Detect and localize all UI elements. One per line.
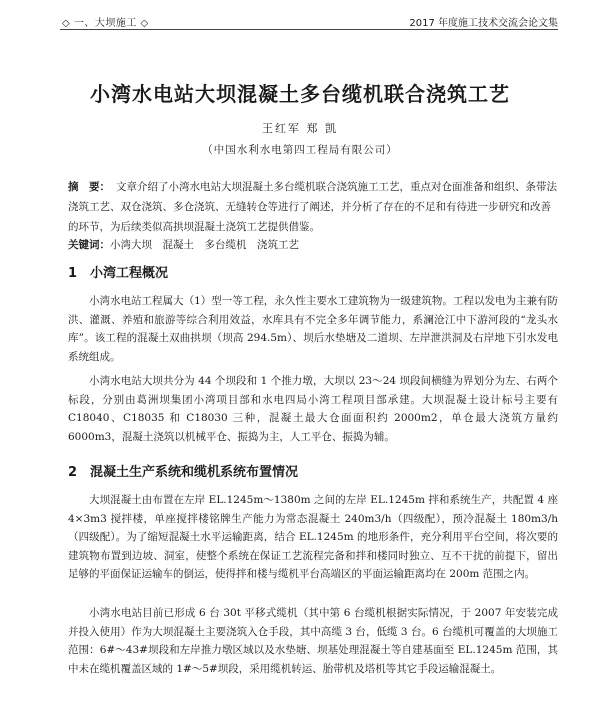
paragraph: 小湾水电站工程属大（1）型一等工程，永久性主要水工建筑物为一级建筑物。工程以发电为主兼有防洪、灌溉、养殖和旅游等综合利用效益，水库具有不完全多年调节能力，系澜沧江中下游河段的“龙头水库”。该工程的混凝土双曲拱坝（坝高 294.5m）、坝后水垫塘及二道坝、左岸泄洪洞及右岸地下引水发电系统组成。	[68, 295, 558, 363]
keywords-text: 小湾大坝 混凝土 多台缆机 浇筑工艺	[110, 239, 299, 251]
abstract-label: 摘 要：	[68, 181, 110, 193]
section-title: 混凝土生产系统和缆机系统布置情况	[90, 465, 299, 480]
section-number: 2	[68, 465, 78, 480]
paper-title: 小湾水电站大坝混凝土多台缆机联合浇筑工艺	[90, 82, 510, 106]
section-number: 1	[68, 266, 78, 281]
section-heading-1	[68, 262, 168, 281]
abstract	[68, 177, 558, 237]
keywords	[68, 236, 558, 254]
paragraph: 小湾水电站大坝共分为 44 个坝段和 1 个推力墩，大坝以 23～24 坝段间横缝为界划分为左、右两个标段，分别由葛洲坝集团小湾项目部和水电四局小湾工程项目部承建。大坝混凝土设计标号主要有 C18040、C18035 和 C18030 三种，混凝土最大仓面面积约 2000m2，单仓最大浇筑方量约 6000m3，混凝土浇筑以机械平仓、振捣为主，人工平仓、振捣为辅。	[68, 375, 558, 443]
authors: 王红军 郑 凯	[262, 122, 338, 135]
running-header	[62, 12, 558, 30]
section-title: 小湾工程概况	[90, 266, 169, 281]
header-rule	[60, 29, 558, 30]
section-heading-2	[68, 461, 298, 480]
abstract-text: 文章介绍了小湾水电站大坝混凝土多台缆机联合浇筑施工工艺，重点对仓面准备和组织、条带法浇筑工艺、双仓浇筑、多仓浇筑、无缝转仓等进行了阐述，并分析了存在的不足和有待进一步研究和改善的环节，为后续类似高拱坝混凝土浇筑工艺提供借鉴。	[68, 181, 557, 233]
paragraph: 大坝混凝土由布置在左岸 EL.1245m～1380m 之间的左岸 EL.1245m 拌和系统生产，共配置 4 座 4×3m3 搅拌楼，单座搅拌楼铭牌生产能力为常态混凝土 240m3/h（四级配），预冷混凝土 180m3/h（四级配）。为了缩短混凝土水平运输距离，结合 EL.1245m 的地形条件，充分利用平台空间，将次要的建筑物布置到边坡、洞室，使整个系统在保证工艺流程完备和拌和楼同时独立、互不干扰的前提下，留出足够的平面保证运输车的倒运，使得拌和楼与缆机平台高端区的平面运输距离均在 200m 范围之内。	[68, 494, 558, 581]
affiliation: （中国水利水电第四工程局有限公司）	[202, 144, 398, 156]
header-section-label: ◇ 一、大坝施工 ◇	[62, 18, 149, 29]
keywords-label: 关键词：	[68, 239, 110, 251]
paragraph: 小湾水电站目前已形成 6 台 30t 平移式缆机（其中第 6 台缆机根据实际情况，于 2007 年安装完成并投入使用）作为大坝混凝土主要浇筑入仓手段，其中高缆 3 台，低缆 3 台。6 台缆机可覆盖的大坝施工范围：6#～43#坝段和左岸推力墩区域以及水垫塘、坝基处理混凝土等自建基面至 EL.1245m 范围，其中未在缆机覆盖区域的 1#～5#坝段，采用缆机转运、胎带机及塔机等其它手段运输混凝土。	[68, 607, 558, 675]
header-proceedings-title: 2017 年度施工技术交流会论文集	[409, 18, 558, 29]
